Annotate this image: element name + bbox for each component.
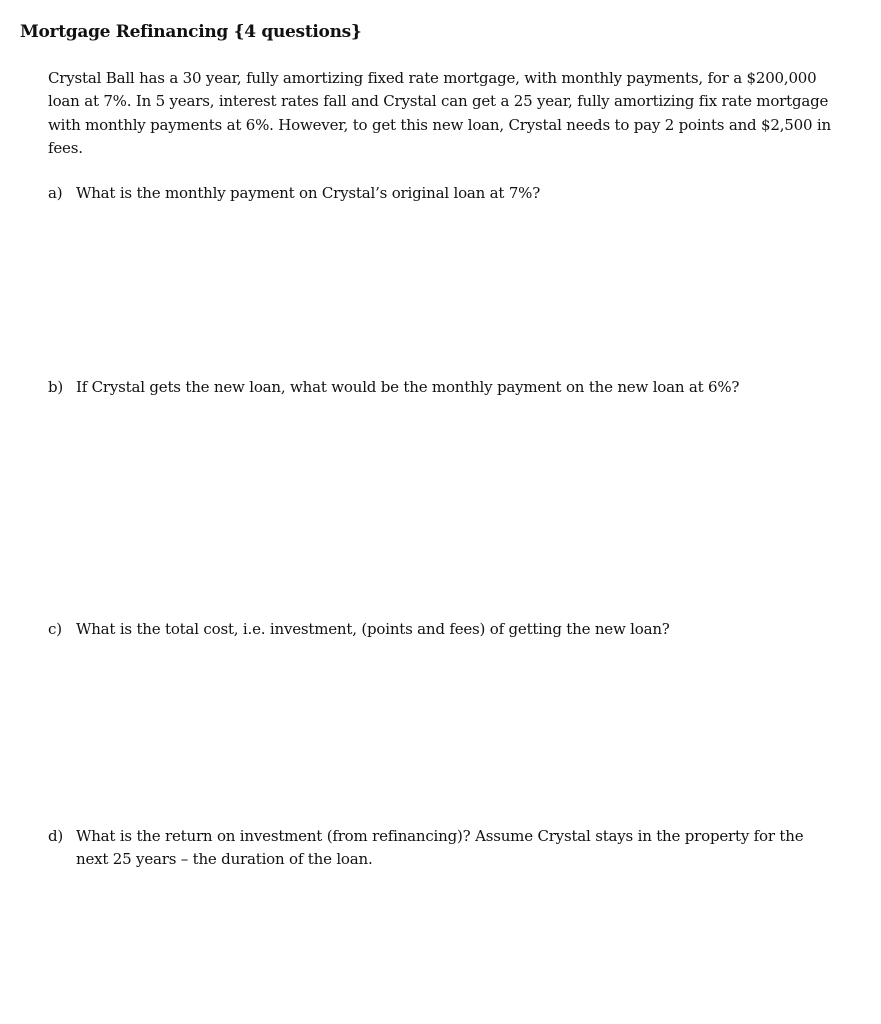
question-b — [48, 376, 828, 399]
question-a — [48, 182, 828, 205]
question-letter: d) — [48, 827, 64, 845]
question-text: What is the total cost, i.e. investment, (points and fees) of getting the new loan? — [76, 620, 670, 638]
question-letter: a) — [48, 184, 63, 202]
question-c — [48, 618, 828, 641]
question-text: If Crystal gets the new loan, what would be the monthly payment on the new loan at 6%? — [76, 378, 740, 396]
question-text: What is the return on investment (from refinancing)? Assume Crystal stays in the property for the next 25 years – the duration of the loan. — [76, 827, 804, 869]
question-d — [48, 825, 828, 872]
page-title: Mortgage Refinancing {4 questions} — [20, 22, 362, 42]
question-letter: b) — [48, 378, 64, 396]
problem-statement: Crystal Ball has a 30 year, fully amortizing fixed rate mortgage, with monthly payments, for a $200,000 loan at 7%. In 5 years, interest rates fall and Crystal can get a 25 year, fully amortizing fix rate mortgage with monthly payments at 6%. However, to get this new loan, Crystal needs to pay 2 points and $2,500 in fees. — [48, 69, 831, 157]
question-text: What is the monthly payment on Crystal’s original loan at 7%? — [76, 184, 541, 202]
question-letter: c) — [48, 620, 62, 638]
